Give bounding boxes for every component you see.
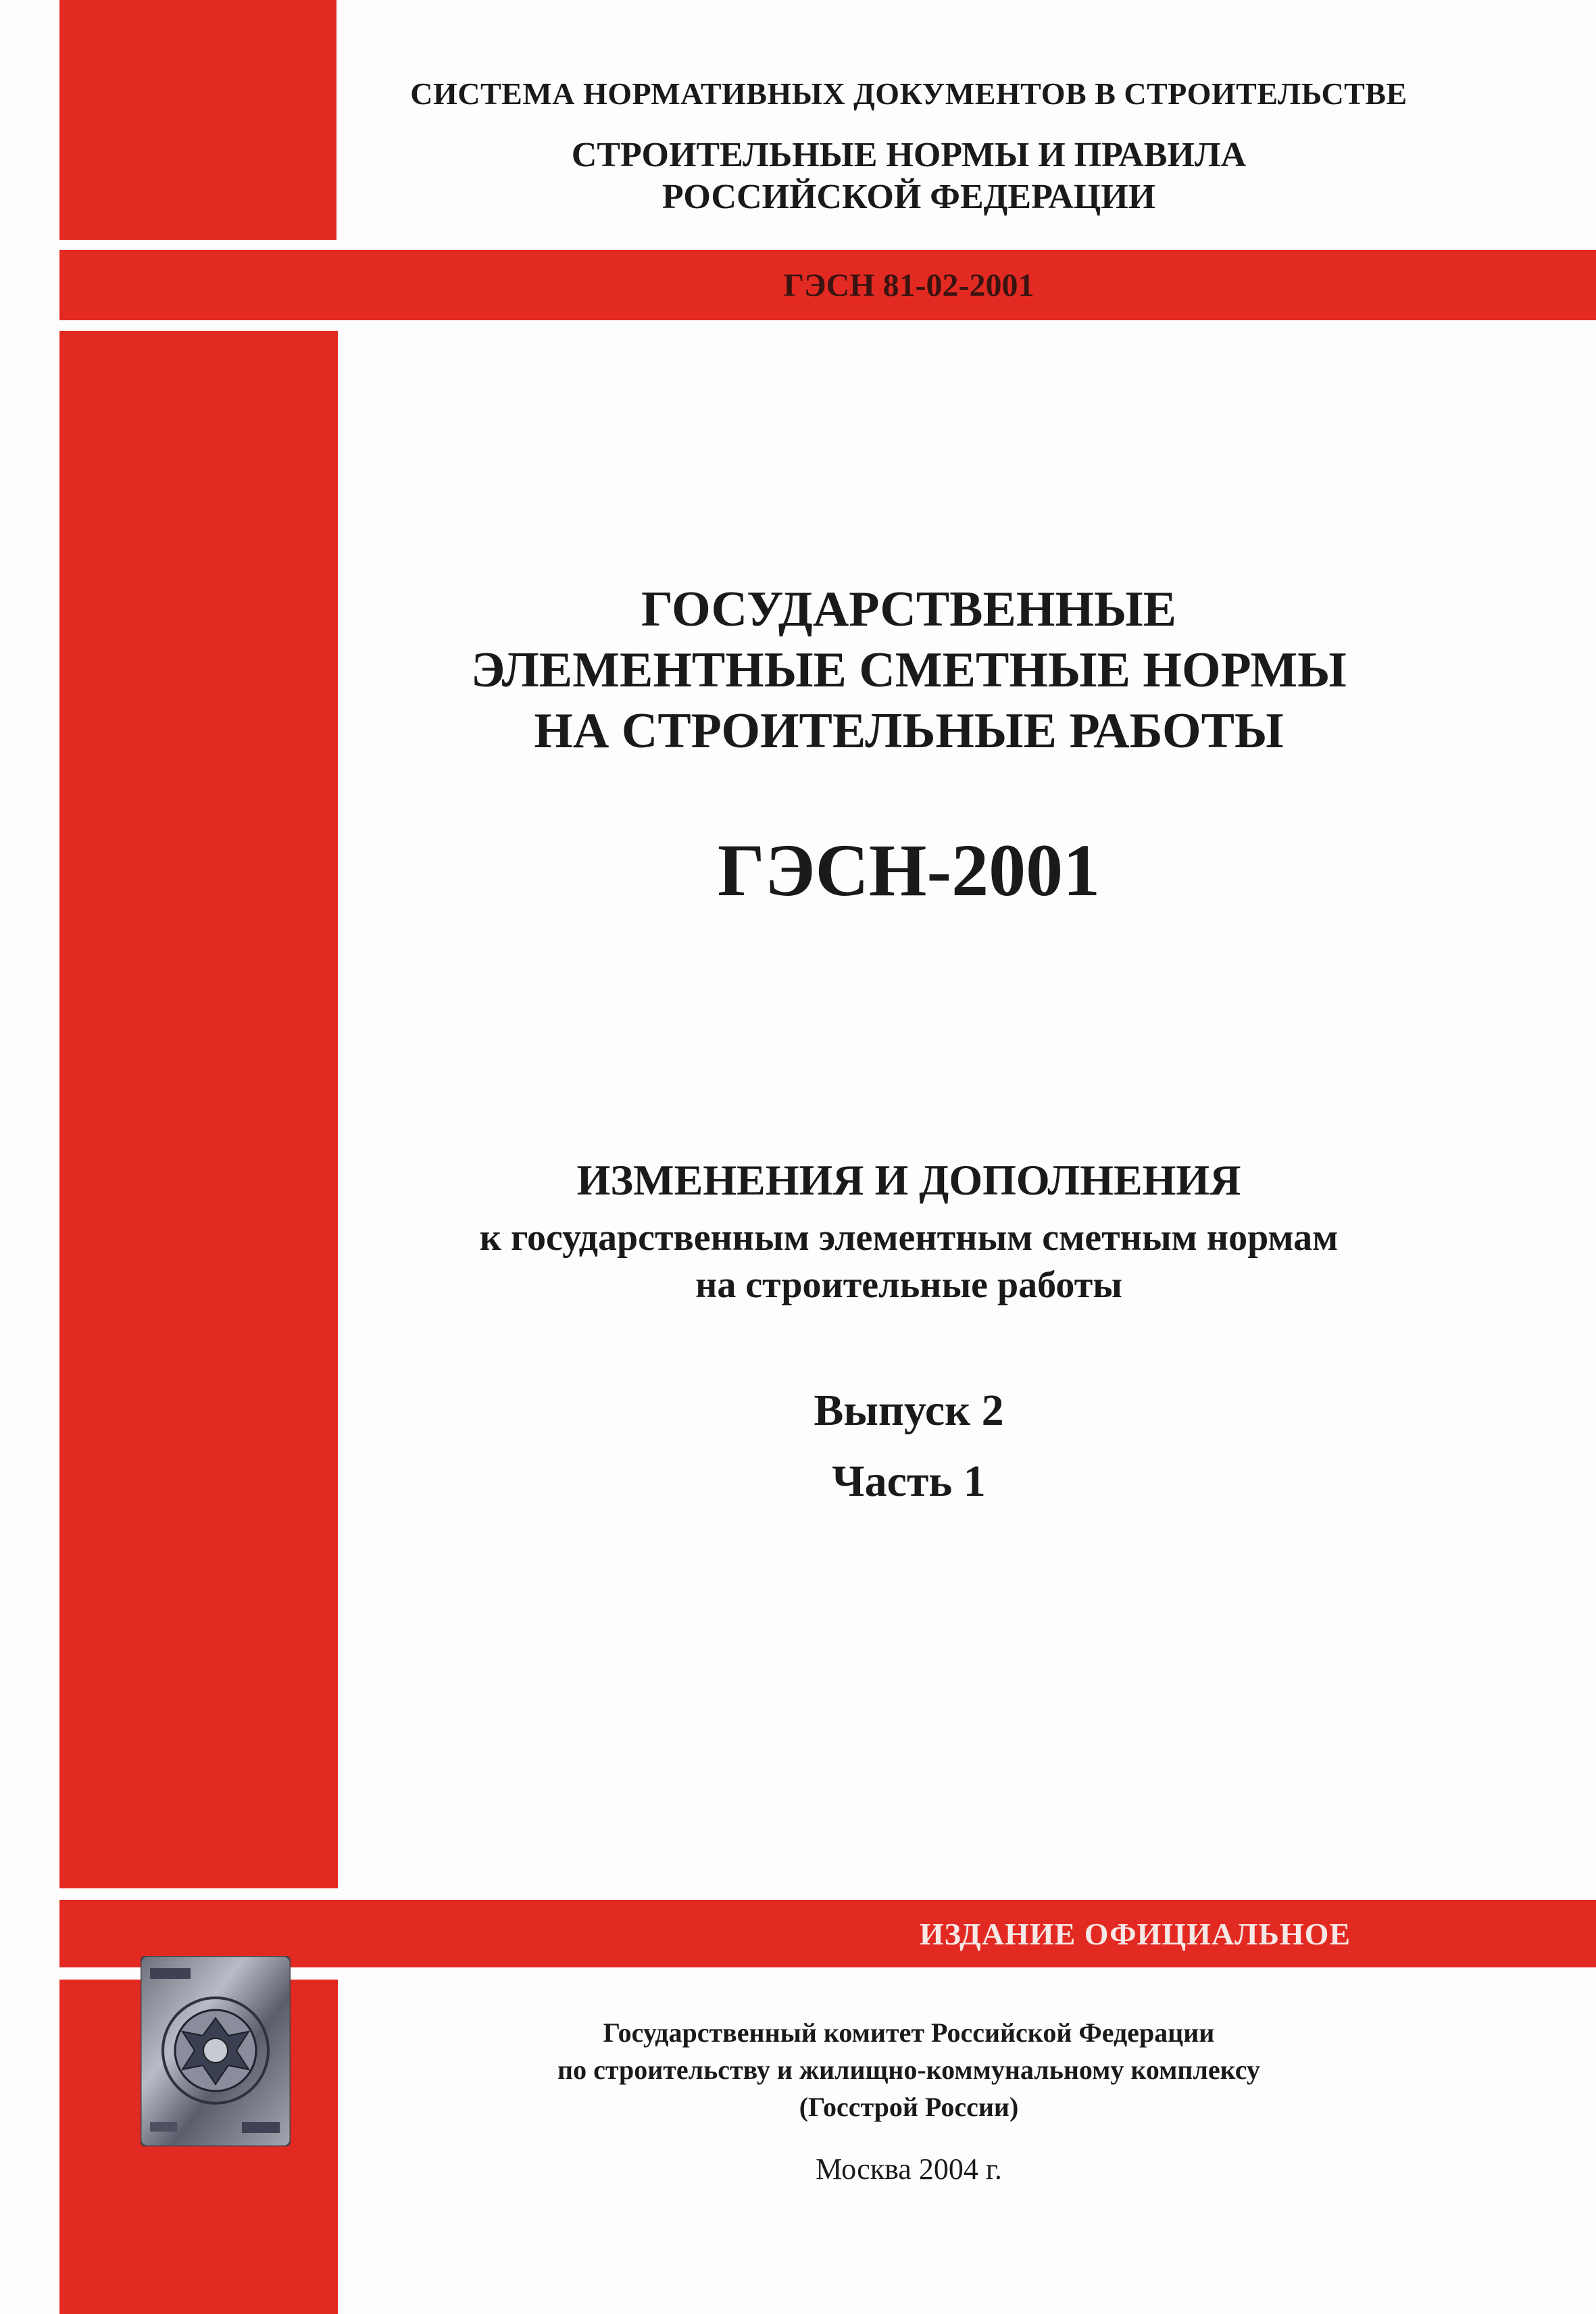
hologram-seal-icon (141, 1956, 291, 2146)
rules-title-line1: СТРОИТЕЛЬНЫЕ НОРМЫ И ПРАВИЛА (571, 136, 1247, 174)
changes-title: ИЗМЕНЕНИЯ И ДОПОЛНЕНИЯ (576, 1156, 1241, 1204)
main-title-line2: ЭЛЕМЕНТНЫЕ СМЕТНЫЕ НОРМЫ (471, 643, 1347, 698)
left-red-bar-top (59, 0, 336, 240)
committee-line3: (Госстрой России) (799, 2092, 1019, 2122)
official-edition-label: ИЗДАНИЕ ОФИЦИАЛЬНОЕ (919, 1917, 1351, 1951)
series-title: СИСТЕМА НОРМАТИВНЫХ ДОКУМЕНТОВ В СТРОИТЕЛЬСТВЕ (410, 76, 1407, 111)
committee-line1: Государственный комитет Российской Федерации (603, 2017, 1215, 2048)
main-title-line1: ГОСУДАРСТВЕННЫЕ (641, 582, 1177, 637)
changes-subtitle-line1: к государственным элементным сметным нормам (479, 1217, 1339, 1259)
main-title-line3: НА СТРОИТЕЛЬНЫЕ РАБОТЫ (534, 703, 1284, 759)
document-code: ГЭСН 81-02-2001 (783, 268, 1034, 303)
issue-number: Выпуск 2 (814, 1386, 1004, 1435)
committee-line2: по строительству и жилищно-коммунальному комплексу (557, 2055, 1260, 2085)
city-year: Москва 2004 г. (816, 2153, 1002, 2186)
rules-title-line2: РОССИЙСКОЙ ФЕДЕРАЦИИ (662, 178, 1156, 216)
part-number: Часть 1 (832, 1457, 986, 1506)
left-red-bar-main (59, 331, 338, 1888)
gesn-code: ГЭСН-2001 (717, 829, 1101, 911)
changes-subtitle-line2: на строительные работы (695, 1264, 1122, 1306)
